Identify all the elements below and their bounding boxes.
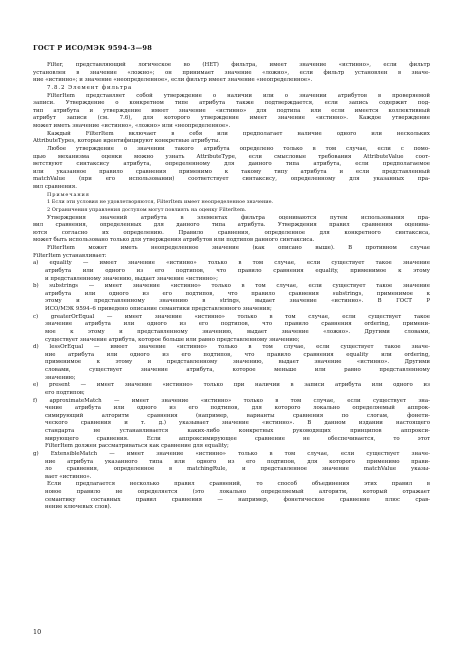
text-line: Любое утверждение о значении такого атрибута определено только в том случае, если с помо- <box>47 145 430 152</box>
text-line: a) equality — имеет значение «истинно» только в том случае, если существует такое значение <box>33 260 430 267</box>
text-line: 1 Если эти условия не удовлетворяются, FilterItem имеет неопределенное значение. <box>47 199 274 206</box>
text-line: щью механизма оценки можно узнать AttributeType, если смысловые требования AttributeValue соот- <box>33 153 430 160</box>
text-line: значение атрибута или одного из его подтипов, что правило сравнения ordering, примени- <box>45 321 430 328</box>
text-line: AttributeTypes, которые идентифицируют конкретные атрибуты. <box>33 138 221 145</box>
page-header: ГОСТ Р ИСО/МЭК 9594-3—98 <box>33 44 153 52</box>
text-line: e) present — имеет значение «истинно» только при наличии в записи атрибута или одного из <box>33 382 430 389</box>
text-line: вает «истинно». <box>45 473 92 480</box>
text-line: 7.8.2 Элемент фильтра <box>47 84 133 91</box>
text-line: вил сравнения, определенных для данного типа атрибута. Утверждения правил сравнения оценива- <box>33 222 430 229</box>
text-line: FilterItem представляет собой утверждение о наличии или о значении атрибутов в проверяемой <box>47 92 430 99</box>
text-line: ются согласно их определению. Правило сравнения, определенное для конкретного синтаксиса, <box>33 229 430 236</box>
text-line: словами, существует значение атрибута, которое меньше или равно представленному <box>45 367 430 373</box>
text-line: атрибут записи (см. 7.6), для которого утверждение имеет значение «истинно». Каждое утверждение <box>33 115 430 122</box>
text-line: вил сравнения. <box>33 184 77 190</box>
text-line: FilterItem может иметь неопределенное значение (как описано выше). В противном случае <box>47 245 430 251</box>
text-line: b) substrings — имеет значение «истинно» только в том случае, если существует такое значение <box>33 283 430 290</box>
text-line: мое к этому и представленному значению, выдает значение «ложно». Другими словами, <box>45 328 430 335</box>
text-line: или указанное правило сравнения применимо к такому типу атрибута и если представленный <box>33 168 430 175</box>
text-line: ние «истинно»; и значение «неопределенное», если фильтр имеет значение «неопределенное». <box>33 77 313 84</box>
text-line: установлен в значение «ложно»; он принимает значение «ложно», если фильтр установлен в значе- <box>33 69 430 76</box>
text-line: Утверждения значений атрибута в элементах фильтра оцениваются путем использования пра- <box>47 214 430 221</box>
text-line: ние атрибута или одного из его подтипов, что правило сравнения equality или ordering, <box>45 351 430 358</box>
text-line: симирующий алгоритм сравнения (например, варианты сравнения по слогам, фонети- <box>45 412 430 419</box>
text-line: атрибута или одного из его подтипов, что правило сравнения substrings, применимое к <box>45 290 430 297</box>
text-line: ветствуют синтаксису атрибута, определенному для данного типа атрибута, если предполагаемое <box>33 161 430 168</box>
text-line: и представленному значению, выдает значение «истинно»; <box>45 275 218 282</box>
text-line: f) approximateMatch — имеет значение «истинно» только в том случае, если существует зна- <box>33 397 430 404</box>
text-line: Примечания <box>47 191 90 198</box>
text-line: c) greaterOrEqual — имеет значение «истинно» только в том случае, если существует такое <box>33 313 430 320</box>
text-line: этому и представленному значению в strings, выдает значение «истинно». В ГОСТ Р <box>45 298 430 305</box>
text-line: записи. Утверждение о конкретном типе атрибута также подтверждается, если запись содержит под- <box>33 100 430 107</box>
text-line: существует значение атрибута, которое больше или равно представленному значению; <box>45 336 300 343</box>
text-line: Если предлагается несколько правил сравнений, то способ объединения этих правил в <box>47 481 430 488</box>
text-line: Каждый FilterItem включает в себя или предполагает наличие одного или нескольких <box>47 130 430 137</box>
text-line: семантику составных правил сравнения — например, фонетическое сравнение плюс срав- <box>45 496 430 503</box>
text-line: тип атрибута и утверждение имеет значение «истинно» для подтипа или если имеется коллективный <box>33 107 430 114</box>
page-number: 10 <box>33 628 42 636</box>
text-line: может быть использовано только для утверждения атрибутов или подтипов данного синтаксиса. <box>33 237 315 244</box>
document-body <box>33 62 430 512</box>
text-line: его подтипов; <box>45 389 85 396</box>
text-line: 2 Ограничения управления доступом могут повлиять на оценку FilterItem. <box>47 206 247 213</box>
text-line: d) lessOrEqual — имеет значение «истинно» только в том случае, если существует такое значе- <box>33 344 430 351</box>
text-line: FilterItem устанавливает: <box>33 252 107 259</box>
text-line: может иметь значение «истинно», «ложно» или «неопределенное». <box>33 123 231 129</box>
text-line: matchValue (при его использовании) соответствует синтаксису, определенному для указанных пра- <box>33 176 430 183</box>
text-line: атрибута или одного из его подтипов, что правило сравнения equality, применимое к этому <box>45 267 430 274</box>
text-line: ло сравнения, определенное в matchingRule, и представленное значение matchValue указы- <box>45 466 430 473</box>
text-line: ние атрибута указанного типа или одного из его подтипов, для которого применимо прави- <box>45 458 430 465</box>
text-line: применимое к этому и представленному значению, выдает значение «истинно». Другими <box>45 359 430 366</box>
text-line: значению; <box>45 374 76 381</box>
text-line: новое правило не определяется (это локально определяемый алгоритм, который отражает <box>45 489 430 495</box>
text-line: g) ExtensibleMatch — имеет значение «истинно» только в том случае, если существует значе- <box>33 450 430 457</box>
text-line: мирующего сравнения. Если аппроксимирующее сравнение не обеспечивается, то этот <box>45 435 430 442</box>
text-line: ческого сравнения и т. д.) указывает значение «истинно». В данном издании настоящего <box>45 420 430 427</box>
text-line: ИСО/МЭК 9594–6 приведено описание семантики представленного значения; <box>45 306 272 312</box>
text-line: чение атрибута или одного из его подтипов, для которого локально определяемый аппрок- <box>45 405 430 412</box>
text-line: Filter, представляющий логическое во (НЕТ) фильтра, имеет значение «истинно», если фильтр <box>47 62 430 68</box>
text-line: FilterItem должен рассматриваться как сравнение для equality; <box>45 443 229 450</box>
text-line: нение ключевых слов). <box>45 504 112 511</box>
text-line: стандарта не устанавливается каких-либо конкретных руководящих принципов аппрокси- <box>45 428 430 434</box>
